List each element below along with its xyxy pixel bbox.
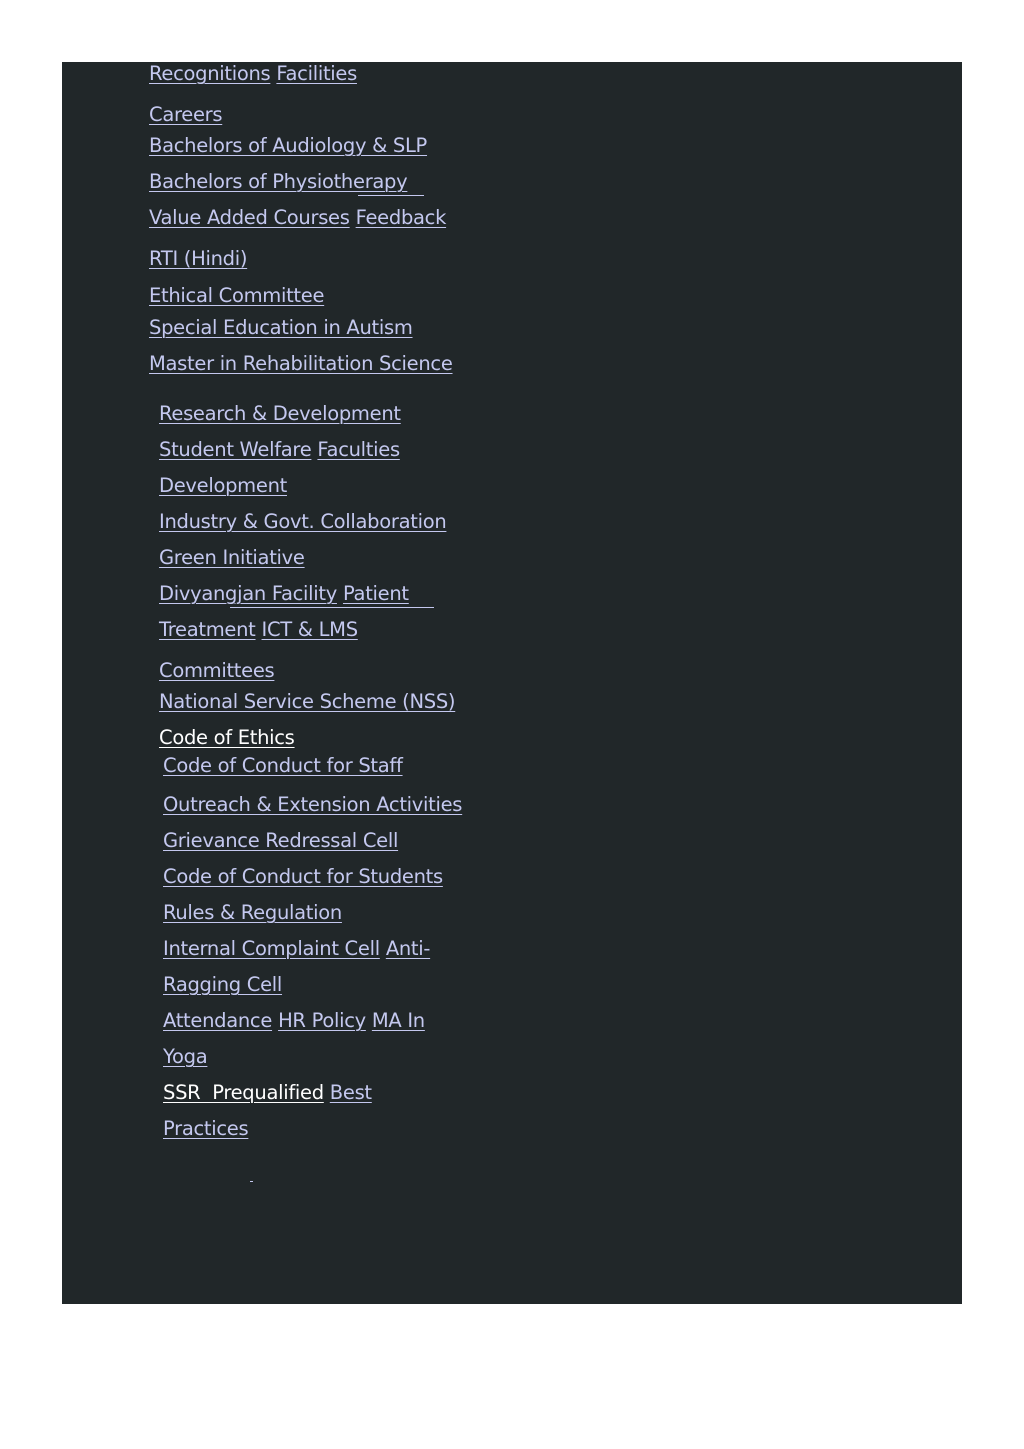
link-row [159,618,358,642]
link-faculties[interactable]: Faculties [317,438,400,461]
link-code-of-ethics[interactable]: Code of Ethics [159,726,295,749]
link-row [163,793,462,817]
link-row [149,206,446,230]
link-special-education[interactable]: Special Education in Autism [149,316,413,339]
link-ethical-committee[interactable]: Ethical Committee [149,284,325,307]
link-row [149,352,453,376]
link-careers[interactable]: Careers [149,103,223,126]
link-attendance[interactable]: Attendance [163,1009,273,1032]
link-row [163,1009,425,1033]
link-ssr-prequalified[interactable]: SSR Prequalified [163,1081,324,1104]
link-row [149,247,247,271]
underline-rule [230,607,434,608]
link-row [159,726,295,750]
link-row [163,829,398,853]
link-physiotherapy[interactable]: Bachelors of Physiotherapy [149,170,408,193]
link-row [149,134,427,158]
link-row [159,690,455,714]
link-green-initiative[interactable]: Green Initiative [159,546,305,569]
link-practices[interactable]: Practices [163,1117,249,1140]
link-audiology[interactable]: Bachelors of Audiology & SLP [149,134,428,157]
link-rules-regulation[interactable]: Rules & Regulation [163,901,342,924]
link-row [149,170,407,194]
link-master-rehabilitation[interactable]: Master in Rehabilitation Science [149,352,453,375]
link-student-welfare[interactable]: Student Welfare [159,438,312,461]
link-row [159,402,401,426]
link-research-development[interactable]: Research & Development [159,402,401,425]
link-feedback[interactable]: Feedback [355,206,447,229]
link-row [163,865,443,889]
link-row [149,62,357,86]
link-internal-complaint[interactable]: Internal Complaint Cell [163,937,380,960]
link-rti-hindi[interactable]: RTI (Hindi) [149,247,248,270]
underline-rule [358,195,424,196]
link-row [159,510,446,534]
link-treatment[interactable]: Treatment [159,618,256,641]
link-row [149,316,413,340]
link-value-added-courses[interactable]: Value Added Courses [149,206,350,229]
link-yoga[interactable]: Yoga [163,1045,208,1068]
link-row [159,474,287,498]
link-row [163,973,282,997]
link-ma-in-yoga[interactable]: MA In [371,1009,425,1032]
link-row [149,284,324,308]
link-row [163,1081,372,1105]
link-row [149,103,222,127]
stray-dash [250,1181,253,1182]
link-code-conduct-students[interactable]: Code of Conduct for Students [163,865,443,888]
link-row [163,1045,207,1069]
link-committees[interactable]: Committees [159,659,275,682]
link-divyangjan-facility[interactable]: Divyangjan Facility [159,582,337,605]
link-hr-policy[interactable]: HR Policy [278,1009,366,1032]
link-row [159,546,305,570]
link-row [163,754,403,778]
link-ict-lms[interactable]: ICT & LMS [261,618,358,641]
link-row [163,937,430,961]
link-row [159,438,400,462]
link-best-practices[interactable]: Best [329,1081,372,1104]
link-facilities[interactable]: Facilities [276,62,357,85]
link-ragging-cell[interactable]: Ragging Cell [163,973,283,996]
link-grievance-cell[interactable]: Grievance Redressal Cell [163,829,399,852]
link-recognitions[interactable]: Recognitions [149,62,271,85]
link-row [159,582,409,606]
link-patient[interactable]: Patient [342,582,409,605]
link-row [159,659,274,683]
link-row [163,901,342,925]
link-industry-collaboration[interactable]: Industry & Govt. Collaboration [159,510,447,533]
link-nss[interactable]: National Service Scheme (NSS) [159,690,456,713]
link-code-conduct-staff[interactable]: Code of Conduct for Staff [163,754,403,777]
link-outreach-extension[interactable]: Outreach & Extension Activities [163,793,463,816]
link-row [163,1117,248,1141]
link-anti-ragging[interactable]: Anti- [385,937,431,960]
link-development[interactable]: Development [159,474,287,497]
